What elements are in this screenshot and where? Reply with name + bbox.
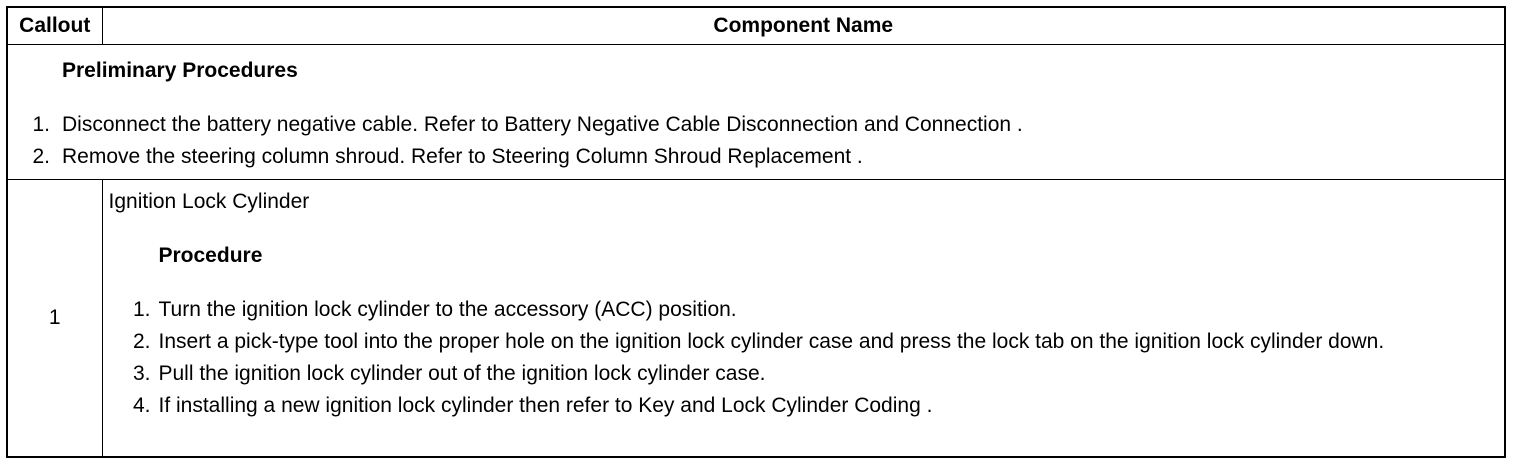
step-number: 3. bbox=[132, 362, 151, 385]
preliminary-steps bbox=[8, 109, 1504, 173]
component-cell bbox=[102, 180, 1504, 457]
component-table bbox=[8, 8, 1504, 456]
callout-number: 1 bbox=[8, 180, 102, 457]
step-number: 4. bbox=[132, 394, 151, 417]
step-number: 1. bbox=[32, 113, 50, 136]
step-text: Remove the steering column shroud. Refer to Steering Column Shroud Replacement . bbox=[62, 145, 863, 168]
list-item bbox=[8, 109, 1504, 141]
step-number: 2. bbox=[32, 145, 50, 168]
step-number: 1. bbox=[132, 298, 151, 321]
procedure-steps bbox=[109, 294, 1505, 422]
step-text: Pull the ignition lock cylinder out of the ignition lock cylinder case. bbox=[158, 362, 766, 385]
procedure-title: Procedure bbox=[158, 244, 263, 267]
step-number: 2. bbox=[132, 330, 151, 353]
list-item bbox=[8, 141, 1504, 173]
step-text: If installing a new ignition lock cylinder then refer to Key and Lock Cylinder Coding . bbox=[158, 394, 933, 417]
step-text: Insert a pick-type tool into the proper hole on the ignition lock cylinder case and press the lock tab on the ignition lock cylinder down. bbox=[158, 330, 1385, 353]
component-name: Ignition Lock Cylinder bbox=[108, 190, 310, 213]
table-row bbox=[8, 180, 1504, 457]
step-text: Turn the ignition lock cylinder to the accessory (ACC) position. bbox=[158, 298, 737, 321]
component-name-header: Component Name bbox=[102, 8, 1504, 45]
preliminary-title: Preliminary Procedures bbox=[62, 59, 298, 82]
list-item bbox=[109, 390, 1505, 422]
preliminary-row bbox=[8, 45, 1504, 180]
table-header-row bbox=[8, 8, 1504, 45]
list-item bbox=[109, 326, 1505, 358]
list-item bbox=[109, 294, 1505, 326]
callout-header: Callout bbox=[8, 8, 102, 45]
list-item bbox=[109, 358, 1505, 390]
preliminary-cell bbox=[8, 45, 1504, 180]
component-table-frame bbox=[6, 6, 1506, 458]
step-text: Disconnect the battery negative cable. Refer to Battery Negative Cable Disconnection and Connection . bbox=[62, 113, 1023, 136]
